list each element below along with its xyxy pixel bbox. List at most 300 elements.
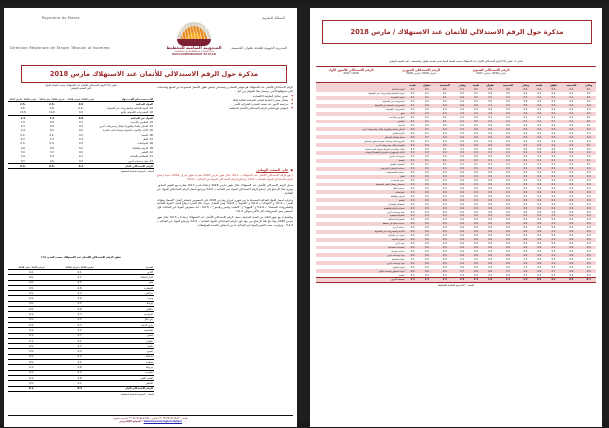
- caption-rule: [316, 66, 596, 67]
- annex-cell: 0.4: [482, 179, 497, 183]
- annex-cell: 0.4: [533, 147, 546, 151]
- annex-cell: 2.4: [498, 112, 518, 116]
- annex-cell: 0.4: [469, 261, 482, 265]
- annex-cell: 0.4: [561, 273, 581, 277]
- annex-cell: 0.4: [498, 261, 518, 265]
- annex-group-header: [386, 68, 456, 75]
- table1-cell: -2.6: [49, 106, 55, 110]
- table1-row-label: 05- الأثاث والأدوات المنزلية وصيانة البيت العادية: [102, 129, 153, 133]
- annex-cell: 0.4: [533, 242, 546, 246]
- table1-total-row: [8, 164, 154, 169]
- annex-cell: 0.4: [455, 238, 470, 242]
- annex-cell: 0.4: [518, 155, 533, 159]
- intro-bullets: [157, 95, 293, 111]
- table2-cell: الرباط: [104, 301, 154, 306]
- annex-cell: 0.4: [469, 238, 482, 242]
- annex-col-header: وطني: [581, 83, 596, 88]
- annex-cell: 0.4: [406, 139, 419, 143]
- table1-cell: 0.5: [49, 129, 54, 133]
- annex-group-sub: 2018 / 2017: [343, 72, 359, 75]
- annex-cell: 0.4: [435, 206, 455, 210]
- table1-cell: 0.6: [49, 146, 54, 150]
- annex-cell: 0.4: [498, 175, 518, 179]
- annex-cell: 0.4: [581, 151, 596, 155]
- annex-cell: 0.7: [455, 269, 470, 273]
- table1-row-label: 11- المطاعم والفنادق: [129, 155, 153, 159]
- annex-cell: 0.4: [546, 147, 561, 151]
- annex-cell: 0.4: [455, 265, 470, 269]
- annex-cell: 0.4: [455, 186, 470, 190]
- footer-web-link[interactable]: www.hcp.ma/region-tanger: [143, 420, 183, 423]
- logo-name-tifinagh: ⵜⴰⵎⵀⵍⴰ ⵜⴰⵏⴰⴼⵍⵍⴰⵜ ⵏ ⵓⵙⵖⵉⵡⵙ: [174, 50, 214, 53]
- annex-cell: 0.4: [469, 155, 482, 159]
- annex-col-header: طنجة: [406, 83, 419, 88]
- annex-cell: 0.2: [498, 159, 518, 163]
- annex-cell: 0.4: [455, 198, 470, 202]
- table2-cell: العيون: [104, 349, 154, 354]
- annex-group-sub: مارس 2018 / مارس 2017: [476, 72, 506, 75]
- annex-cell: 0.1: [498, 96, 518, 100]
- annex-cell: 0.4: [533, 238, 546, 242]
- annex-cell: 0.4: [581, 249, 596, 253]
- annex-cell: 0.4: [581, 108, 596, 112]
- annex-cell: 0.4: [406, 226, 419, 230]
- table1-cell: 0.0: [79, 133, 83, 137]
- annex-cell: 0.4: [518, 253, 533, 257]
- annex-cell: 0.4: [482, 226, 497, 230]
- annex-cell: 0.4: [455, 261, 470, 265]
- annex-cell: 0.4: [419, 171, 434, 175]
- annex-cell: 0.4: [482, 246, 497, 250]
- annex-col-header: طنجة: [469, 83, 482, 88]
- annex-cell: 0.1: [518, 143, 533, 147]
- annex-cell: 0.4: [435, 269, 455, 273]
- table2-cell: 0.1: [55, 381, 105, 386]
- direction-label-fr: Direction Régionale de Tanger Tétouan al hoceima: [10, 46, 110, 50]
- table2-cell: 0.4: [55, 354, 105, 359]
- annex-cell: 0.4: [435, 183, 455, 187]
- annex-cell: 0.4: [482, 206, 497, 210]
- list-item: ● كمؤشر تابع لقياس الرقم الاستدلالي للأسعار المختلفة: [157, 107, 293, 111]
- annex-cell: 0.4: [546, 183, 561, 187]
- annex-cell: 0.4: [546, 186, 561, 190]
- table1-cell: -0.3: [20, 142, 26, 146]
- annex-cell: 0.1: [482, 159, 497, 163]
- annex-cell: 0.1: [469, 163, 482, 167]
- annex-cell: 0.1: [455, 120, 470, 124]
- annex-cell: 0.4: [406, 249, 419, 253]
- annex-cell: 0.4: [435, 175, 455, 179]
- annex-cell: 0.4: [469, 104, 482, 108]
- annex-cell: 0.4: [518, 214, 533, 218]
- annex-cell: 0.4: [482, 253, 497, 257]
- annex-cell: 2.4: [435, 112, 455, 116]
- annex-cell: 0.4: [419, 139, 434, 143]
- annex-cell: 0.4: [533, 222, 546, 226]
- table2-total-cell: الرقم الاستدلالي العام: [104, 386, 154, 391]
- annex-cell: 0.1: [419, 88, 434, 92]
- annex-cell: 0.1: [498, 120, 518, 124]
- annex-cell: 0.4: [482, 265, 497, 269]
- annex-cell: 0.4: [455, 100, 470, 104]
- table2-cell: 0.8: [55, 285, 105, 290]
- annex-cell: 0.2: [498, 100, 518, 104]
- annex-row-label: شراء السيارات: [316, 179, 406, 183]
- annex-cell: 0.4: [533, 186, 546, 190]
- table2-wrapper: [8, 256, 154, 396]
- annex-cell: 0.4: [518, 273, 533, 277]
- annex-row-label: خدمات المرضى الخارجيين: [316, 167, 406, 171]
- right-title-banner: [322, 20, 592, 44]
- table2-cell: خريبكة: [104, 365, 154, 370]
- table1-cell: 12.8: [49, 111, 55, 115]
- table2-cell: 0.8: [55, 365, 105, 370]
- annex-cell: 0.1: [581, 143, 596, 147]
- annex-cell: 0.4: [435, 104, 455, 108]
- annex-cell: 0.4: [498, 198, 518, 202]
- annex-cell: 0.4: [406, 143, 419, 147]
- annex-cell: 0.1: [546, 163, 561, 167]
- annex-cell: 0.1: [419, 131, 434, 135]
- annex-cell: 0.1: [419, 96, 434, 100]
- annex-cell: 0.4: [518, 179, 533, 183]
- annex-cell: 0.4: [581, 179, 596, 183]
- annex-cell: 0.4: [533, 234, 546, 238]
- annex-cell: 0.4: [406, 108, 419, 112]
- annex-cell: 0.4: [581, 171, 596, 175]
- annex-cell: 0.4: [533, 155, 546, 159]
- annex-cell: 2.4: [406, 112, 419, 116]
- annex-cell: 0.4: [455, 104, 470, 108]
- table1-cell: -0.3: [49, 142, 55, 146]
- right-title-text: مذكرة حول الرقم الاستدلالي للأثمان عند الاستهلاك / مارس 2018: [350, 28, 564, 36]
- annex-cell: 0.4: [406, 123, 419, 127]
- annex-cell: 0.4: [455, 179, 470, 183]
- annex-total-cell: 1.4: [406, 278, 419, 283]
- annex-cell: 0.4: [419, 151, 434, 155]
- annex-cell: 0.4: [581, 218, 596, 222]
- annex-cell: 0.4: [482, 218, 497, 222]
- annex-cell: 0.4: [469, 222, 482, 226]
- annex-row-label: استعمال وسائل النقل الشخصية: [316, 183, 406, 187]
- annex-cell: 0.4: [419, 214, 434, 218]
- annex-row-label: مواد وخدمات أخرى: [316, 261, 406, 265]
- table1-col-header: مارس 2018 / فبراير 2018: [66, 92, 96, 102]
- table2-body: [8, 270, 154, 392]
- table1-cell: 2.5: [20, 138, 25, 142]
- annex-cell: 0.4: [561, 171, 581, 175]
- table2-cell: وجدة: [104, 296, 154, 301]
- table2-cell: الحسيمة: [104, 328, 154, 333]
- annex-cell: 0.4: [518, 92, 533, 96]
- table1-cell: 0.0: [79, 111, 83, 115]
- annex-cell: 0.5: [498, 92, 518, 96]
- annex-cell: 0.4: [561, 167, 581, 171]
- left-title-text: مذكرة حول الرقم الاستدلالي للأثمان عند الاستهلاك مارس 2018: [49, 70, 259, 78]
- annex-cell: 0.1: [455, 147, 470, 151]
- annex-cell: 0.1: [435, 163, 455, 167]
- left-title-banner: [21, 65, 287, 83]
- table1-row-label: 04- السكن والماء والكهرباء والغاز ومحروقات أخرى: [99, 125, 153, 129]
- annex-cell: 0.4: [498, 135, 518, 139]
- annex-cell: 0.4: [581, 202, 596, 206]
- annex-cell: 0.4: [561, 155, 581, 159]
- annex-cell: 0.4: [533, 206, 546, 210]
- annex-cell: 0.4: [581, 194, 596, 198]
- annex-cell: 0.4: [419, 226, 434, 230]
- annex-row-label: التعليم: [316, 273, 406, 277]
- table2-cell: الناظور: [104, 381, 154, 386]
- annex-cell: 0.4: [482, 131, 497, 135]
- annex-cell: 0.4: [419, 202, 434, 206]
- annex-cell: 0.4: [498, 123, 518, 127]
- annex-cell: 0.4: [546, 257, 561, 261]
- annex-cell: 0.1: [406, 159, 419, 163]
- annex-cell: 0.4: [518, 198, 533, 202]
- annex-cell: 0.1: [435, 147, 455, 151]
- annex-cell: 0.4: [455, 194, 470, 198]
- annex-cell: 0.1: [435, 92, 455, 96]
- annex-cell: 0.4: [455, 230, 470, 234]
- annex-cell: 0.4: [482, 198, 497, 202]
- annex-cell: 0.4: [406, 151, 419, 155]
- table2-cell: -0.5: [8, 344, 55, 349]
- annex-cell: 0.4: [469, 190, 482, 194]
- annex-cell: 0.4: [482, 230, 497, 234]
- table1-row-label: 02- المشروبات الكحولية والتبغ: [120, 111, 153, 115]
- table1-cell: -0.2: [78, 106, 84, 110]
- annex-cell: 0.4: [561, 246, 581, 250]
- annex-cell: 0.4: [419, 246, 434, 250]
- table1-total-label: الرقم الاستدلالي العام: [96, 164, 154, 169]
- annex-cell: 0.4: [435, 171, 455, 175]
- annex-cell: 0.1: [482, 120, 497, 124]
- annex-cell: 0.4: [419, 249, 434, 253]
- annex-cell: 0.1: [546, 96, 561, 100]
- annex-cell: 0.4: [455, 218, 470, 222]
- annex-row-label: خدمات الإيواء والإطعام: [316, 206, 406, 210]
- annex-cell: 0.4: [533, 246, 546, 250]
- annex-cell: 0.4: [581, 210, 596, 214]
- annex-cell: 0.4: [546, 190, 561, 194]
- table2-cell: مراكش: [104, 291, 154, 296]
- annex-cell: 0.2: [469, 92, 482, 96]
- annex-cell: 0.4: [518, 249, 533, 253]
- annex-cell: 0.4: [419, 179, 434, 183]
- annex-cell: 0.4: [419, 155, 434, 159]
- annex-cell: 0.4: [533, 202, 546, 206]
- annex-cell: 0.4: [561, 135, 581, 139]
- table1-cell: 1.6: [20, 120, 25, 124]
- annex-cell: 0.1: [581, 96, 596, 100]
- table2-cell: 0.3: [55, 291, 105, 296]
- annex-cell: 0.4: [435, 242, 455, 246]
- annex-total-cell: 1.4: [498, 278, 518, 283]
- table2-cell: -0.3: [8, 333, 55, 338]
- annex-row-label: الصحة: [316, 159, 406, 163]
- annex-group-title: الرقم الاستدلالي الشهري: [402, 68, 440, 72]
- annex-cell: 0.1: [561, 163, 581, 167]
- annex-cell: 0.4: [533, 230, 546, 234]
- annex-cell: 0.4: [482, 135, 497, 139]
- annex-cell: 0.4: [533, 123, 546, 127]
- table1-cell: 0.4: [20, 129, 25, 133]
- table2-cell: -0.5: [8, 349, 55, 354]
- annex-cell: 0.7: [498, 269, 518, 273]
- annex-cell: 0.4: [533, 257, 546, 261]
- annex-cell: 0.4: [533, 214, 546, 218]
- annex-cell: 0.4: [482, 108, 497, 112]
- annex-cell: 0.4: [469, 273, 482, 277]
- national-section: [157, 168, 293, 227]
- table2-cell: 0.1: [55, 338, 105, 343]
- annex-cell: 0.4: [482, 249, 497, 253]
- table2-cell: القنيطرة: [104, 285, 154, 290]
- table1-row-label: 12- مواد وخدمات أخرى: [127, 159, 153, 163]
- annex-cell: 0.4: [482, 234, 497, 238]
- kingdom-label-ar: المملكة المغربية: [261, 16, 285, 20]
- annex-cell: 0.4: [518, 151, 533, 155]
- annex-cell: 0.4: [533, 88, 546, 92]
- annex-cell: 0.4: [455, 190, 470, 194]
- annex-cell: 0.1: [435, 116, 455, 120]
- para-4: وبالمقارنة مع شهر الثلاثة من السنة السابقة، سجل الرقم الاستدلالي للأثمان عند الاستهلاك ارتفاعا بـ 0.5% خلال شهر مارس 2018، وقد نتج هذا الارتفاع من جهة كون الرقم الاستدلالي للمواد الغذائية بـ 2.5% وارتفاع المواد غير الغذائية بـ 1.4% ، وتراوحت نسب التغيير للمواد غير الغذائية ما بين انخفاض بالنسبة للمواصلات.: [157, 215, 293, 227]
- annex-cell: 0.4: [482, 242, 497, 246]
- annex-cell: 0.4: [518, 147, 533, 151]
- annex-cell: 0.4: [533, 179, 546, 183]
- annex-cell: 0.1: [561, 120, 581, 124]
- table2-cell: -0.5: [8, 381, 55, 386]
- table2-cell: 0.8: [55, 307, 105, 312]
- table1-cell: 0.0: [79, 129, 83, 133]
- annex-cell: 0.4: [455, 135, 470, 139]
- table2-cell: سطات: [104, 360, 154, 365]
- annex-cell: 0.4: [469, 249, 482, 253]
- annex-cell: 0.4: [406, 234, 419, 238]
- annex-cell: 0.4: [435, 100, 455, 104]
- table1-cell: 12.8: [20, 111, 26, 115]
- annex-row-label: خدمات النقل: [316, 186, 406, 190]
- annex-cell: 0.4: [581, 265, 596, 269]
- annex-cell: 0.4: [419, 147, 434, 151]
- annex-cell: 0.4: [581, 246, 596, 250]
- annex-cell: 0.2: [469, 96, 482, 100]
- annex-cell: 0.1: [482, 96, 497, 100]
- annex-cell: 0.4: [455, 131, 470, 135]
- annex-cell: 0.4: [498, 108, 518, 112]
- annex-row-label: الأثاث والأدوات المنزلية وصيانة البيت العادية: [316, 147, 406, 151]
- annex-row-label: مواد وخدمات أخرى: [316, 210, 406, 214]
- annex-cell: 0.4: [498, 230, 518, 234]
- annex-cell: 0.2: [455, 92, 470, 96]
- annex-cell: 0.4: [419, 234, 434, 238]
- annex-cell: 0.4: [469, 183, 482, 187]
- annex-cell: 0.4: [561, 253, 581, 257]
- annex-cell: 0.4: [455, 246, 470, 250]
- annex-cell: 0.4: [435, 198, 455, 202]
- annex-cell: 0.4: [581, 222, 596, 226]
- list-item: ● يشكل مصدرا أساسيا لقياس السياسة المالية للبلاد: [157, 99, 293, 103]
- annex-row-label: المواد غير الغذائية: [316, 234, 406, 238]
- annex-cell: 0.4: [546, 194, 561, 198]
- annex-cell: 0.4: [518, 206, 533, 210]
- annex-cell: 0.4: [455, 155, 470, 159]
- annex-cell: 0.4: [498, 214, 518, 218]
- annex-cell: 0.4: [406, 190, 419, 194]
- annex-cell: 0.4: [419, 175, 434, 179]
- annex-cell: 0.4: [406, 261, 419, 265]
- table2-col-header: المدينة: [104, 261, 154, 270]
- annex-row-label: التبغ: [316, 112, 406, 116]
- annex-cell: 0.4: [419, 190, 434, 194]
- annex-cell: 0.4: [561, 202, 581, 206]
- annex-cell: 0.4: [455, 222, 470, 226]
- annex-cell: 2.3: [498, 104, 518, 108]
- annex-cell: 0.4: [581, 186, 596, 190]
- page-right: [310, 8, 602, 427]
- table2-cell: -0.0: [8, 280, 55, 285]
- right-group-headers: [316, 68, 526, 75]
- left-footer: [8, 415, 293, 423]
- annex-cell: 0.4: [435, 226, 455, 230]
- annex-cell: 0.4: [561, 186, 581, 190]
- annex-cell: 0.4: [561, 242, 581, 246]
- table2-cell: -0.5: [8, 360, 55, 365]
- annex-cell: 0.4: [561, 238, 581, 242]
- annex-cell: 0.4: [469, 127, 482, 131]
- annex-cell: 0.4: [482, 127, 497, 131]
- annex-cell: 0.4: [469, 246, 482, 250]
- annex-cell: 0.1: [455, 159, 470, 163]
- annex-cell: 0.4: [455, 253, 470, 257]
- annex-cell: 0.4: [581, 273, 596, 277]
- annex-cell: 0.4: [406, 100, 419, 104]
- annex-cell: 0.4: [581, 242, 596, 246]
- table-price-index-cities: [8, 261, 154, 392]
- annex-row-label: الملابس والأحذية: [316, 116, 406, 120]
- annex-cell: 0.4: [518, 171, 533, 175]
- annex-row-label: المشروبات الكحولية: [316, 108, 406, 112]
- annex-cell: 0.4: [435, 230, 455, 234]
- annex-cell: 0.4: [518, 234, 533, 238]
- annex-cell: 0.4: [498, 242, 518, 246]
- annex-cell: 0.4: [561, 123, 581, 127]
- table1-row-label: المواد الغذائية: [96, 102, 154, 107]
- logo-name-fr: HAUT-COMMISSARIAT AU PLAN: [172, 53, 216, 56]
- annex-cell: 0.4: [533, 183, 546, 187]
- table1-cell: 0.0: [66, 115, 96, 120]
- table2-total-cell: 0.4: [55, 386, 105, 391]
- annex-group-title: الرقم الاستدلالي السنوي: [472, 68, 510, 72]
- table1-row-label: المواد غير الغذائية: [96, 115, 154, 120]
- annex-cell: 0.4: [469, 186, 482, 190]
- table2-cell: الدار البيضاء: [104, 275, 154, 280]
- annex-col-header: طنجة: [533, 83, 546, 88]
- annex-source: المصدر : المندوبية السامية للتخطيط: [438, 284, 474, 288]
- table-annex-price-index: [316, 83, 596, 283]
- annex-cell: 0.4: [561, 206, 581, 210]
- annex-cell: 0.4: [406, 214, 419, 218]
- annex-cell: 0.4: [546, 222, 561, 226]
- annex-total-cell: 0.4: [581, 278, 596, 283]
- annex-cell: 0.4: [435, 210, 455, 214]
- annex-cell: 0.1: [482, 116, 497, 120]
- annex-cell: 0.4: [561, 100, 581, 104]
- annex-cell: 0.4: [581, 226, 596, 230]
- annex-cell: 0.4: [546, 131, 561, 135]
- annex-group-sub: فبراير 2018 / مارس 2018: [406, 72, 436, 75]
- table2-cell: -0.5: [8, 354, 55, 359]
